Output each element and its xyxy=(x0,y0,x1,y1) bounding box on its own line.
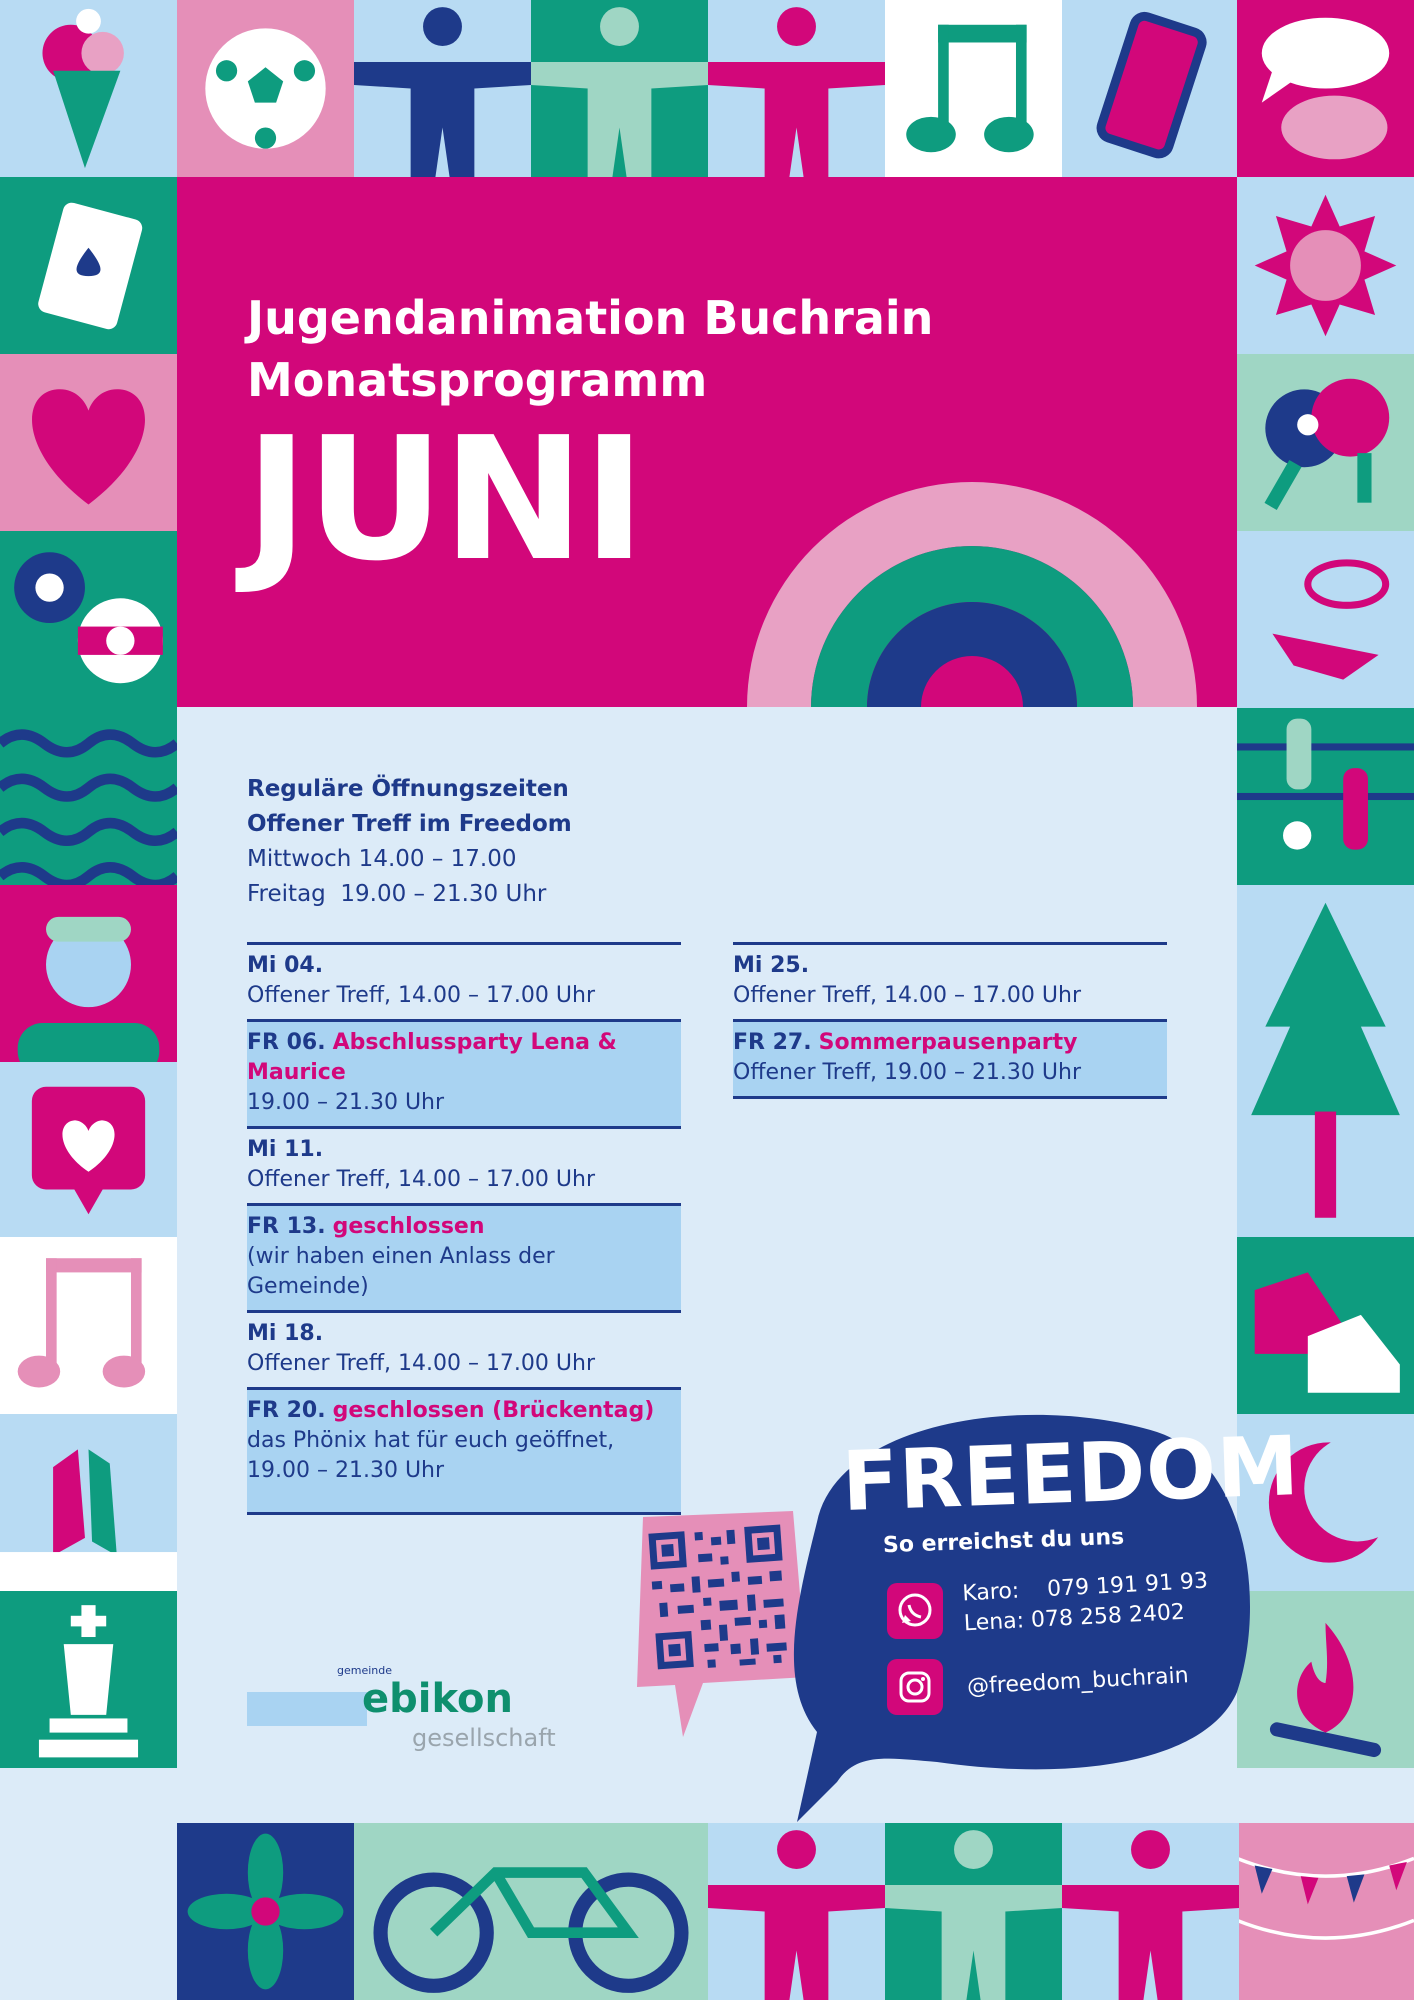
hours-friday: Freitag 19.00 – 21.30 Uhr xyxy=(247,881,547,907)
person-navy-tile xyxy=(354,0,531,177)
contact-karo[interactable]: Karo: 079 191 91 93 xyxy=(961,1568,1209,1607)
foosball-tile xyxy=(1237,708,1414,885)
ebikon-logo xyxy=(247,1662,577,1752)
contact-lena[interactable]: Lena: 078 258 2402 xyxy=(963,1599,1186,1637)
event-detail: Offener Treff, 14.00 – 17.00 Uhr xyxy=(247,983,596,1008)
bunting-tile xyxy=(1237,1823,1414,2000)
pink-note-tile xyxy=(0,1237,177,1414)
logo-name: ebikon xyxy=(362,1676,513,1722)
event-title: Abschlussparty Lena & Maurice xyxy=(247,1030,617,1085)
event-day: Mi 18. xyxy=(247,1321,324,1346)
event-detail: Offener Treff, 14.00 – 17.00 Uhr xyxy=(247,1167,596,1192)
person-mint-tile xyxy=(531,0,708,177)
event-day: Mi 25. xyxy=(733,953,810,978)
heart-tile xyxy=(0,354,177,531)
content-panel xyxy=(177,707,1302,1823)
instagram-handle[interactable]: @freedom_buchrain xyxy=(966,1663,1190,1700)
soccer-ball-tile xyxy=(177,0,354,177)
event-title: geschlossen (Brückentag) xyxy=(332,1398,655,1423)
freedom-brand: FREEDOM xyxy=(840,1419,1302,1530)
sun-tile xyxy=(1237,177,1414,354)
event-item xyxy=(247,942,681,1019)
chess-king-tile xyxy=(0,1591,177,1768)
event-day: FR 06. xyxy=(247,1030,326,1055)
like-heart-tile xyxy=(0,1062,177,1239)
org-line1: Jugendanimation Buchrain xyxy=(247,291,934,345)
event-title: geschlossen xyxy=(332,1214,485,1239)
logo-bar xyxy=(247,1692,367,1726)
event-item xyxy=(247,1387,681,1515)
people-bottom-mint-tile xyxy=(885,1823,1062,2000)
org-line2: Monatsprogramm xyxy=(247,353,708,407)
playing-card-tile xyxy=(0,177,177,354)
people-bottom-pink-tile xyxy=(708,1823,885,2000)
flower-tile xyxy=(177,1823,354,2000)
whatsapp-icon[interactable] xyxy=(887,1583,943,1639)
bikini-tile xyxy=(1237,531,1414,708)
event-detail: das Phönix hat für euch geöffnet, 19.00 – 21.30 Uhr xyxy=(247,1428,615,1483)
events-right-column xyxy=(733,942,1167,1099)
event-detail: Offener Treff, 19.00 – 21.30 Uhr xyxy=(733,1060,1082,1085)
event-day: FR 20. xyxy=(247,1398,326,1423)
event-detail: (wir haben einen Anlass der Gemeinde) xyxy=(247,1244,555,1299)
ice-cream-tile xyxy=(0,0,177,177)
event-detail: 19.00 – 21.30 Uhr xyxy=(247,1090,445,1115)
header-panel xyxy=(177,177,1237,707)
event-item xyxy=(733,1019,1167,1099)
contact-phones xyxy=(962,1567,1211,1640)
event-item xyxy=(247,1310,681,1387)
event-item xyxy=(247,1126,681,1203)
high-five-tile xyxy=(0,1414,177,1591)
hours-title: Reguläre Öffnungszeiten xyxy=(247,776,569,802)
instagram-icon[interactable] xyxy=(887,1659,943,1715)
bicycle-tile xyxy=(354,1823,708,2000)
people-bottom-pink2-tile xyxy=(1062,1823,1239,2000)
events-left-column xyxy=(247,942,681,1515)
event-day: FR 27. xyxy=(733,1030,812,1055)
billiard-balls-tile xyxy=(0,531,177,708)
person-pink-tile xyxy=(708,0,885,177)
ping-pong-tile xyxy=(1237,354,1414,531)
sneakers-tile xyxy=(1237,1237,1414,1414)
phone-tile xyxy=(1062,0,1239,177)
reach-us-heading: So erreichst du uns xyxy=(882,1524,1125,1559)
hours-wednesday: Mittwoch 14.00 – 17.00 xyxy=(247,846,517,872)
music-note-tile xyxy=(885,0,1062,177)
logo-small-text: gemeinde xyxy=(337,1664,393,1677)
hours-subtitle: Offener Treff im Freedom xyxy=(247,811,572,837)
logo-sub: gesellschaft xyxy=(412,1724,556,1752)
event-detail: Offener Treff, 14.00 – 17.00 Uhr xyxy=(733,983,1082,1008)
boy-tile xyxy=(0,885,177,1062)
campfire-tile xyxy=(1237,1591,1414,1768)
tree-tile xyxy=(1237,885,1414,1239)
speech-bubbles-tile xyxy=(1237,0,1414,177)
waves-tile xyxy=(0,708,177,885)
event-detail: Offener Treff, 14.00 – 17.00 Uhr xyxy=(247,1351,596,1376)
event-item xyxy=(733,942,1167,1019)
rainbow-icon xyxy=(747,447,1197,707)
org-title xyxy=(247,287,933,411)
opening-hours xyxy=(247,772,572,912)
month-title: JUNI xyxy=(245,401,644,599)
event-item xyxy=(247,1019,681,1126)
event-day: Mi 04. xyxy=(247,953,324,978)
event-day: Mi 11. xyxy=(247,1137,324,1162)
event-item xyxy=(247,1203,681,1310)
event-title: Sommerpausenparty xyxy=(818,1030,1078,1055)
event-day: FR 13. xyxy=(247,1214,326,1239)
